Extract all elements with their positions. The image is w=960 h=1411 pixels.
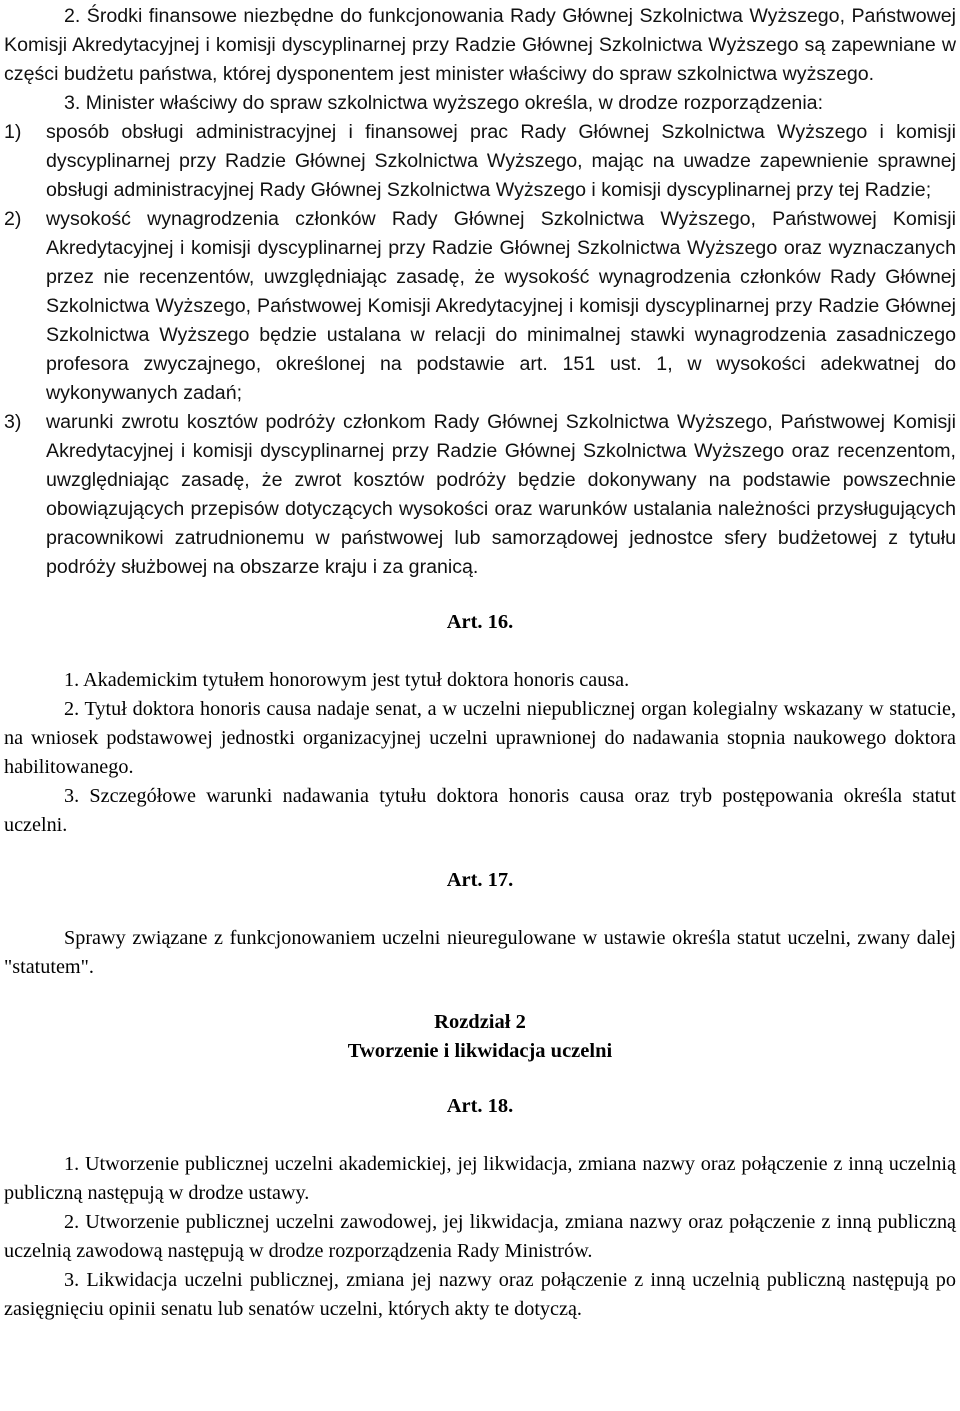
article-17 [4, 866, 956, 982]
article-18 [4, 1092, 956, 1324]
chapter-title: Tworzenie i likwidacja uczelni [347, 1040, 613, 1062]
list-item-1 [4, 118, 956, 205]
list-text: wysokość wynagrodzenia członków Rady Głównej Szkolnictwa Wyższego, Państwowej Komisji Akredytacyjnej i komisji dyscyplinarnej przy Radzie Głównej Szkolnictwa Wyższego oraz wyznaczanych przez nie recenzentów, uwzględniając zasadę, że wysokość wynagrodzenia członków Rady Głównej Szkolnictwa Wyższego, Państwowej Komisji Akredytacyjnej i komisji dyscyplinarnej przy Radzie Głównej Szkolnictwa Wyższego będzie ustalana w relacji do minimalnej stawki wynagrodzenia zasadniczego profesora zwyczajnego, określonej na podstawie art. 151 ust. 1, w wysokości adekwatnej do wykonywanych zadań; [46, 208, 956, 404]
document-page [4, 2, 956, 1324]
article-paragraph: 1. Utworzenie publicznej uczelni akademickiej, jej likwidacja, zmiana nazwy oraz połączenie z inną uczelnią publiczną następują w drodze ustawy. [4, 1153, 956, 1204]
list-number: 2) [4, 208, 22, 230]
article-heading: Art. 16. [446, 611, 514, 633]
article-16 [4, 608, 956, 840]
chapter-number: Rozdział 2 [434, 1011, 526, 1033]
chapter-heading [4, 1008, 956, 1066]
paragraph-3: 3. Minister właściwy do spraw szkolnictwa wyższego określa, w drodze rozporządzenia: [64, 92, 824, 114]
article-paragraph: Sprawy związane z funkcjonowaniem uczelni nieuregulowane w ustawie określa statut uczelni, zwany dalej "statutem". [4, 927, 956, 978]
list-item-2 [4, 205, 956, 408]
list-number: 1) [4, 121, 22, 143]
list-text: warunki zwrotu kosztów podróży członkom Rady Głównej Szkolnictwa Wyższego, Państwowej Komisji Akredytacyjnej i komisji dyscyplinarnej przy Radzie Głównej Szkolnictwa Wyższego oraz recenzentom, uwzględniając zasadę, że zwrot kosztów podróży będzie dokonywany na podstawie powszechnie obowiązujących przepisów dotyczących wysokości oraz warunków ustalania należności przysługujących pracownikowi zatrudnionemu w państwowej lub samorządowej jednostce sfery budżetowej z tytułu podróży służbowej na obszarze kraju i za granicą. [46, 411, 956, 578]
art15-continuation [4, 2, 956, 582]
article-heading: Art. 17. [446, 869, 514, 891]
article-paragraph: 3. Likwidacja uczelni publicznej, zmiana jej nazwy oraz połączenie z inną uczelnią publiczną następują po zasięgnięciu opinii senatu lub senatów uczelni, których akty te dotyczą. [4, 1269, 956, 1320]
article-paragraph: 3. Szczegółowe warunki nadawania tytułu doktora honoris causa oraz tryb postępowania określa statut uczelni. [4, 785, 956, 836]
article-paragraph: 1. Akademickim tytułem honorowym jest tytuł doktora honoris causa. [64, 669, 630, 691]
list-item-3 [4, 408, 956, 582]
article-heading: Art. 18. [446, 1095, 514, 1117]
paragraph-2: 2. Środki finansowe niezbędne do funkcjonowania Rady Głównej Szkolnictwa Wyższego, Państwowej Komisji Akredytacyjnej i komisji dyscyplinarnej przy Radzie Głównej Szkolnictwa Wyższego są zapewniane w części budżetu państwa, której dysponentem jest minister właściwy do spraw szkolnictwa wyższego. [4, 5, 956, 85]
article-paragraph: 2. Tytuł doktora honoris causa nadaje senat, a w uczelni niepublicznej organ kolegialny wskazany w statucie, na wniosek podstawowej jednostki organizacyjnej uczelni uprawnionej do nadawania stopnia naukowego doktora habilitowanego. [4, 698, 956, 778]
list-text: sposób obsługi administracyjnej i finansowej prac Rady Głównej Szkolnictwa Wyższego i komisji dyscyplinarnej przy Radzie Głównej Szkolnictwa Wyższego, mając na uwadze zapewnienie sprawnej obsługi administracyjnej Rady Głównej Szkolnictwa Wyższego i komisji dyscyplinarnej przy tej Radzie; [46, 121, 956, 201]
article-paragraph: 2. Utworzenie publicznej uczelni zawodowej, jej likwidacja, zmiana nazwy oraz połączenie z inną publiczną uczelnią zawodową następują w drodze rozporządzenia Rady Ministrów. [4, 1211, 956, 1262]
list-number: 3) [4, 411, 22, 433]
